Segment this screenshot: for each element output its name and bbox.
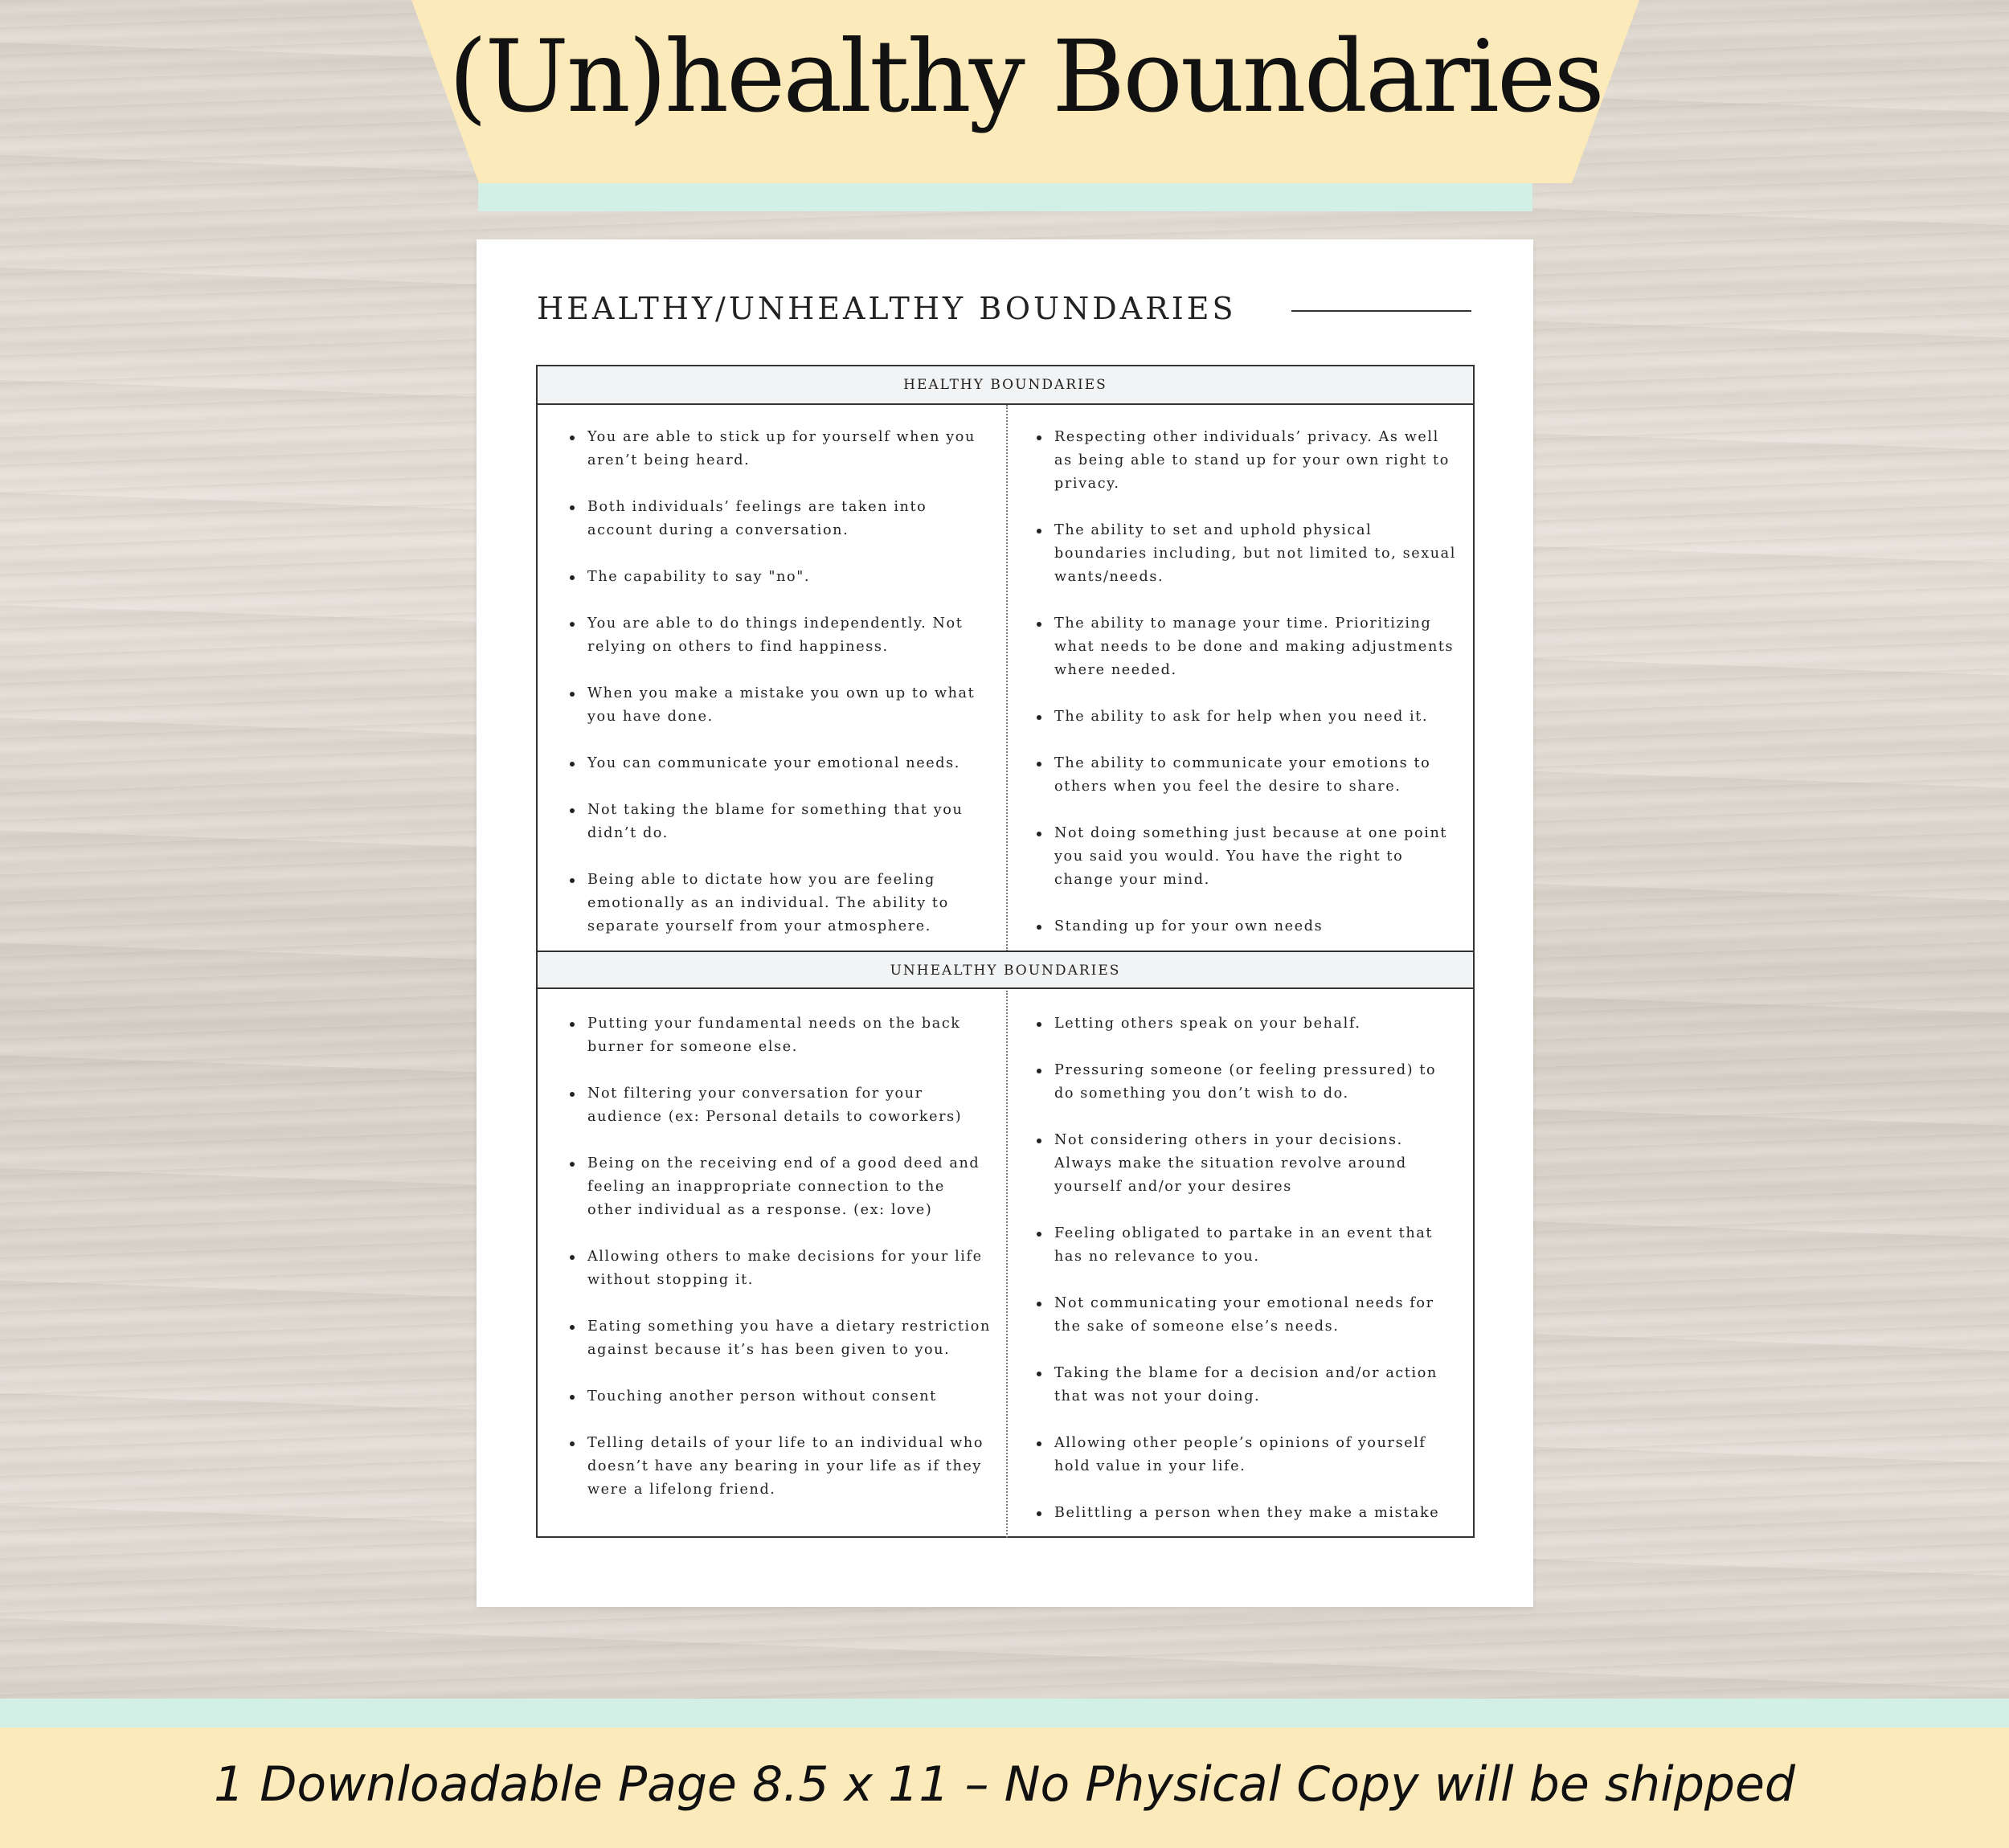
healthy-right-column (1006, 426, 1475, 962)
title-rule (1291, 310, 1471, 312)
mint-stripe-bottom (0, 1699, 2009, 1727)
list-item: Touching another person without consent (538, 1385, 1006, 1408)
list-item: Not filtering your conversation for your audience (ex: Personal details to coworkers) (538, 1082, 1006, 1129)
list-item: You can communicate your emotional needs. (538, 752, 1006, 775)
healthy-left-column (538, 426, 1006, 962)
list-item: Pressuring someone (or feeling pressured) to do something you don’t wish to do. (1006, 1059, 1475, 1106)
list-item: Belittling a person when they make a mistake (1006, 1502, 1475, 1525)
worksheet-title: HEALTHY/UNHEALTHY BOUNDARIES (537, 291, 1237, 326)
list-item: Putting your fundamental needs on the back burner for someone else. (538, 1012, 1006, 1059)
unhealthy-left-column (538, 1012, 1006, 1525)
list-item: Allowing other people’s opinions of yourself hold value in your life. (1006, 1432, 1475, 1478)
list-item: The capability to say "no". (538, 566, 1006, 589)
list-item: You are able to stick up for yourself when you aren’t being heard. (538, 426, 1006, 472)
list-item: You are able to do things independently. Not relying on others to find happiness. (538, 612, 1006, 659)
bullet-list (1006, 1012, 1475, 1525)
list-item: Being able to dictate how you are feeling emotionally as an individual. The ability to separate yourself from your atmosphere. (538, 869, 1006, 938)
list-item: The ability to set and uphold physical boundaries including, but not limited to, sexual wants/needs. (1006, 519, 1475, 589)
boundaries-table (536, 365, 1475, 1538)
list-item: The ability to ask for help when you need it. (1006, 705, 1475, 729)
list-item: When you make a mistake you own up to what you have done. (538, 682, 1006, 729)
list-item: Eating something you have a dietary restriction against because it’s has been given to you. (538, 1315, 1006, 1362)
section-header-unhealthy: UNHEALTHY BOUNDARIES (538, 951, 1473, 989)
bullet-list (538, 1012, 1006, 1502)
list-item: Being on the receiving end of a good deed and feeling an inappropriate connection to the other individual as a response. (ex: love) (538, 1152, 1006, 1222)
list-item: Allowing others to make decisions for your life without stopping it. (538, 1245, 1006, 1292)
list-item: Taking the blame for a decision and/or action that was not your doing. (1006, 1362, 1475, 1408)
list-item: Not doing something just because at one point you said you would. You have the right to change your mind. (1006, 822, 1475, 892)
list-item: Feeling obligated to partake in an event that has no relevance to you. (1006, 1222, 1475, 1269)
list-item: Telling details of your life to an individual who doesn’t have any bearing in your life as if they were a lifelong friend. (538, 1432, 1006, 1502)
list-item: Not communicating your emotional needs for the sake of someone else’s needs. (1006, 1292, 1475, 1339)
bullet-list (538, 426, 1006, 938)
worksheet-page (477, 239, 1533, 1607)
footer-notice: 1 Downloadable Page 8.5 x 11 – No Physical Copy will be shipped (213, 1756, 1796, 1813)
bullet-list (1006, 426, 1475, 938)
mint-stripe-top (478, 183, 1532, 211)
list-item: Respecting other individuals’ privacy. As well as being able to stand up for your own right to privacy. (1006, 426, 1475, 496)
list-item: Not considering others in your decisions. Always make the situation revolve around yourself and/or your desires (1006, 1129, 1475, 1199)
list-item: Both individuals’ feelings are taken into account during a conversation. (538, 496, 1006, 542)
list-item: Not taking the blame for something that you didn’t do. (538, 799, 1006, 845)
list-item: Letting others speak on your behalf. (1006, 1012, 1475, 1036)
section-header-healthy: HEALTHY BOUNDARIES (538, 366, 1473, 405)
list-item: The ability to communicate your emotions to others when you feel the desire to share. (1006, 752, 1475, 799)
list-item: The ability to manage your time. Prioritizing what needs to be done and making adjustments where needed. (1006, 612, 1475, 682)
unhealthy-right-column (1006, 1012, 1475, 1548)
list-item: Standing up for your own needs (1006, 915, 1475, 938)
banner-title: (Un)healthy Boundaries (448, 19, 1602, 135)
